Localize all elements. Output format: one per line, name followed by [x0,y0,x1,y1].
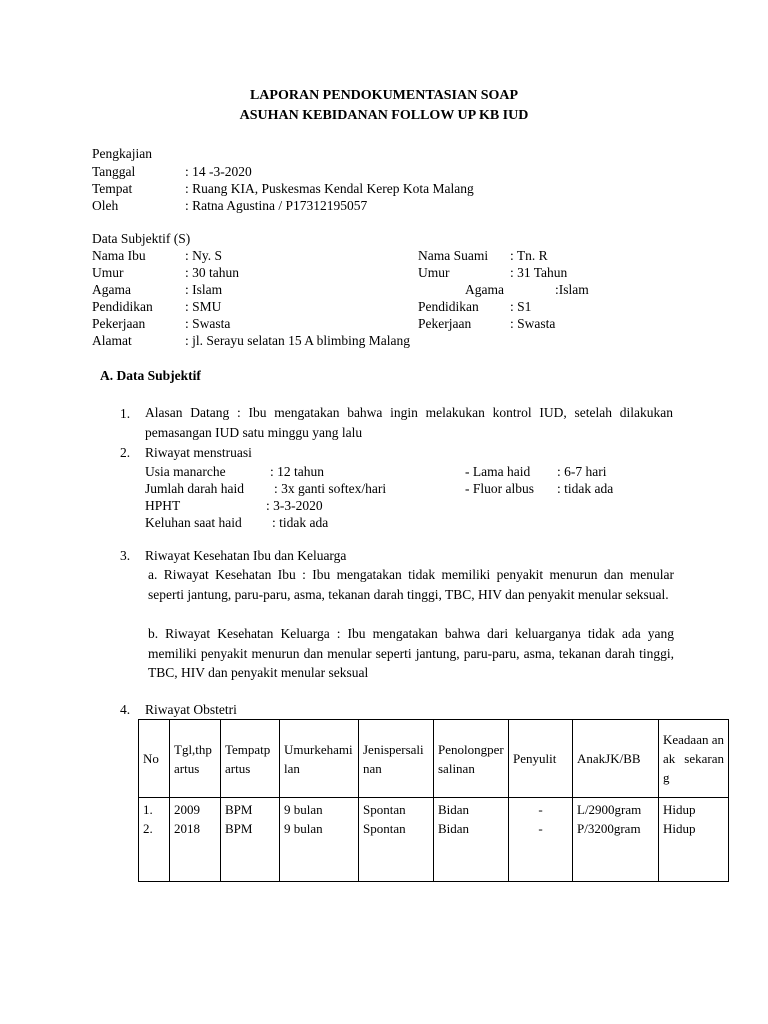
hpht-label: HPHT [145,498,181,513]
cell-tgl [170,798,221,882]
fluor-albus-label: - Fluor albus [465,481,534,496]
pengkajian-label-oleh: Oleh [92,198,119,213]
pengkajian-label-tempat: Tempat [92,181,133,196]
subjektif-heading: Data Subjektif (S) [92,231,191,246]
ibu-value-pekerjaan: : Swasta [185,316,231,331]
ibu-label-pendidikan: Pendidikan [92,299,153,314]
usia-manarche-label: Usia manarche [145,464,226,479]
cell-no-2: 2. [143,821,153,836]
pengkajian-label-tanggal: Tanggal [92,164,136,179]
cell-penolong-2: Bidan [438,821,470,836]
cell-anak-2: P/3200gram [577,821,641,836]
lama-haid-label: - Lama haid [465,464,531,479]
header-keadaan-anak: Keadaan anak sekarang [659,720,729,798]
header-no: No [139,720,170,798]
ibu-value-alamat: : jl. Serayu selatan 15 A blimbing Malang [185,333,410,348]
ibu-label-umur: Umur [92,265,124,280]
riwayat-obstetri-table [138,719,729,882]
header-tempat-partus: Tempatpartus [221,720,280,798]
cell-umur-2: 9 bulan [284,821,323,836]
cell-tgl-1: 2009 [174,802,200,817]
cell-keadaan-2: Hidup [663,821,696,836]
ibu-value-agama: : Islam [185,282,223,297]
keluhan-value: : tidak ada [272,515,329,530]
ibu-label-alamat: Alamat [92,333,132,348]
ibu-value-nama: : Ny. S [185,248,223,263]
item-4-number: 4. [120,702,131,717]
ibu-value-pendidikan: : SMU [185,299,222,314]
cell-jenis [359,798,434,882]
suami-value-umur: : 31 Tahun [510,265,568,280]
ibu-label-nama: Nama Ibu [92,248,146,263]
item-1-text: Alasan Datang : Ibu mengatakan bahwa ingin melakukan kontrol IUD, setelah dilakukan pemasangan IUD satu minggu yang lalu [145,405,673,440]
document-title-line-2: ASUHAN KEBIDANAN FOLLOW UP KB IUD [239,108,529,123]
table-row [139,798,729,882]
header-penolong-persalinan: Penolongpersalinan [434,720,509,798]
usia-manarche-value: : 12 tahun [270,464,324,479]
pengkajian-heading: Pengkajian [92,146,152,161]
jumlah-darah-value: : 3x ganti softex/hari [274,481,387,496]
cell-tempat-1: BPM [225,802,253,817]
item-1-number: 1. [120,406,131,421]
suami-label-agama: Agama [465,282,504,297]
suami-value-nama: : Tn. R [510,248,548,263]
item-2-heading: Riwayat menstruasi [145,445,252,460]
suami-value-agama: :Islam [555,282,589,297]
hpht-value: : 3-3-2020 [266,498,323,513]
suami-label-pekerjaan: Pekerjaan [418,316,472,331]
pengkajian-value-tanggal: : 14 -3-2020 [185,164,252,179]
cell-penolong-1: Bidan [438,802,470,817]
cell-anak-1: L/2900gram [577,802,642,817]
suami-value-pekerjaan: : Swasta [510,316,556,331]
cell-tempat [221,798,280,882]
cell-no-1: 1. [143,802,153,817]
header-anak-jk-bb: AnakJK/BB [573,720,659,798]
cell-umur-1: 9 bulan [284,802,323,817]
jumlah-darah-label: Jumlah darah haid [145,481,244,496]
header-tgl-partus: Tgl,thpartus [170,720,221,798]
cell-no [139,798,170,882]
item-3-number: 3. [120,548,131,563]
ibu-label-pekerjaan: Pekerjaan [92,316,146,331]
cell-penyulit-2: - [538,821,543,836]
suami-label-umur: Umur [418,265,450,280]
header-umur-kehamilan: Umurkehamilan [280,720,359,798]
suami-label-nama: Nama Suami [418,248,489,263]
cell-keadaan [659,798,729,882]
ibu-value-umur: : 30 tahun [185,265,239,280]
riwayat-kesehatan-keluarga: b. Riwayat Kesehatan Keluarga : Ibu mengatakan bahwa dari keluarganya tidak ada yang memiliki penyakit menurun dan menular seperti jantung, paru-paru, asma, tekanan darah tinggi, TBC, HIV dan penyakit menular seksual [148,626,674,680]
item-4-heading: Riwayat Obstetri [145,702,237,717]
suami-label-pendidikan: Pendidikan [418,299,479,314]
cell-anak [573,798,659,882]
table-header-row [139,720,729,798]
ibu-label-agama: Agama [92,282,131,297]
cell-tempat-2: BPM [225,821,253,836]
document-title-line-1: LAPORAN PENDOKUMENTASIAN SOAP [249,88,519,103]
cell-jenis-2: Spontan [363,821,406,836]
cell-penyulit [509,798,573,882]
header-jenis-persalinan: Jenispersalinan [359,720,434,798]
header-penyulit: Penyulit [509,720,573,798]
keluhan-label: Keluhan saat haid [145,515,242,530]
pengkajian-value-tempat: : Ruang KIA, Puskesmas Kendal Kerep Kota Malang [185,181,474,196]
item-3-heading: Riwayat Kesehatan Ibu dan Keluarga [145,548,347,563]
cell-keadaan-1: Hidup [663,802,696,817]
fluor-albus-value: : tidak ada [557,481,614,496]
suami-value-pendidikan: : S1 [510,299,532,314]
cell-penyulit-1: - [538,802,543,817]
cell-jenis-1: Spontan [363,802,406,817]
lama-haid-value: : 6-7 hari [557,464,607,479]
cell-umur [280,798,359,882]
riwayat-kesehatan-ibu: a. Riwayat Kesehatan Ibu : Ibu mengatakan tidak memiliki penyakit menurun dan menular seperti jantung, paru-paru, asma, tekanan darah tinggi, TBC, HIV dan penyakit menular seksual. [148,567,674,602]
cell-tgl-2: 2018 [174,821,200,836]
cell-penolong [434,798,509,882]
item-2-number: 2. [120,445,131,460]
pengkajian-value-oleh: : Ratna Agustina / P17312195057 [185,198,368,213]
section-a-heading: A. Data Subjektif [100,368,201,383]
